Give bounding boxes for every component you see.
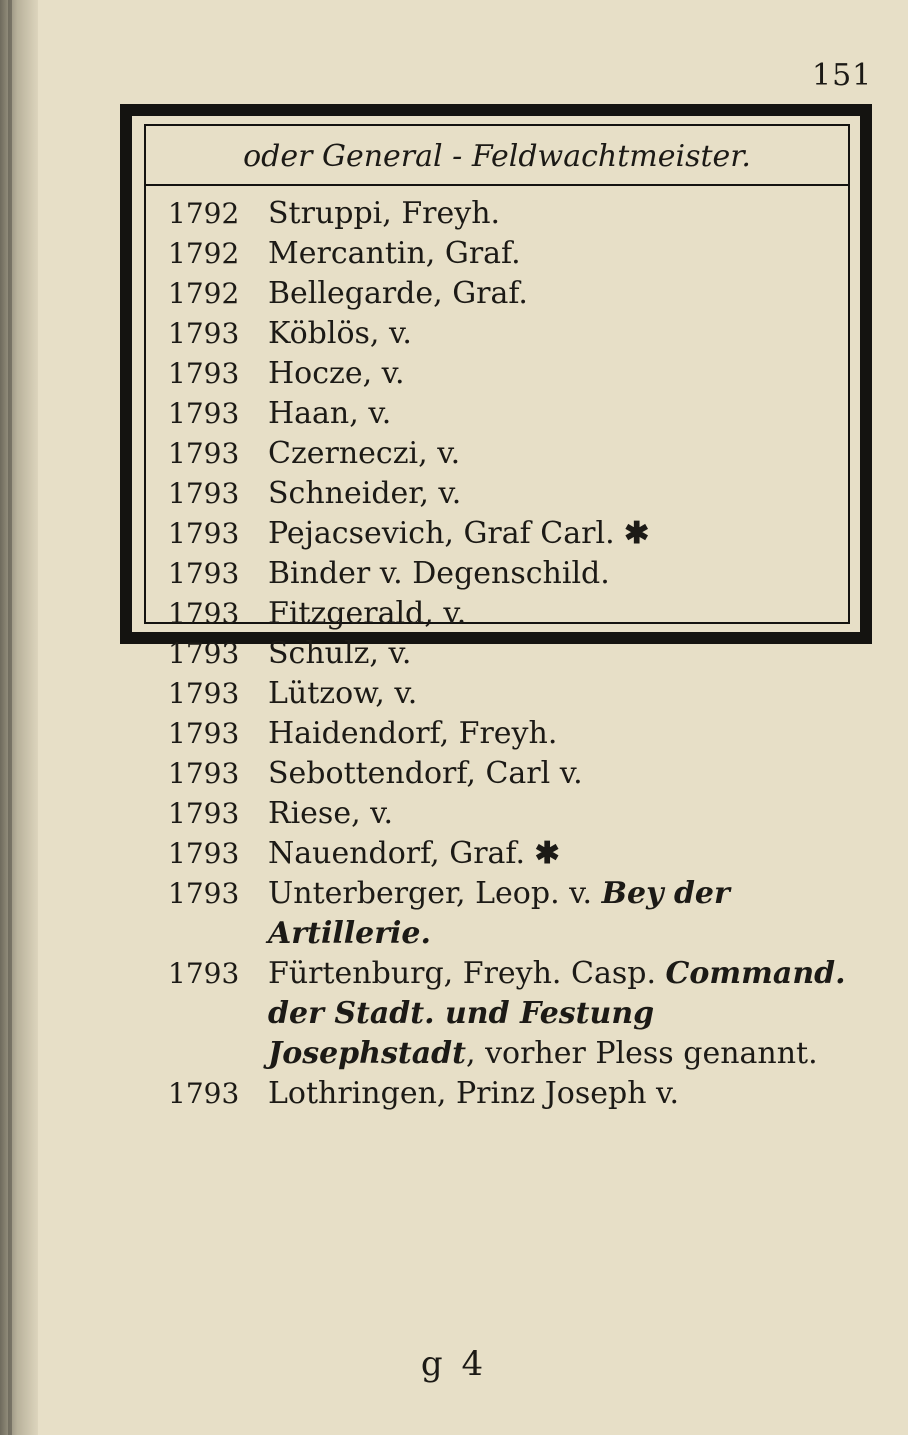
entry-name: Nauendorf, Graf. <box>268 836 526 871</box>
entry-name-with-note <box>268 874 850 954</box>
entry-note: Command. der Stadt. und Festung Josephstadt <box>268 956 846 1071</box>
list-item <box>160 1074 850 1114</box>
entry-name: Unterberger, Leop. v. <box>268 876 593 911</box>
entry-name: Schneider, v. <box>268 476 462 511</box>
entry-name-with-star <box>268 834 850 874</box>
list-item <box>160 594 850 634</box>
entry-name: Pejacsevich, Graf Carl. <box>268 516 615 551</box>
entry-year: 1793 <box>168 557 240 590</box>
list-item <box>160 314 850 354</box>
entry-year: 1793 <box>168 957 240 990</box>
list-item <box>160 834 850 874</box>
list-item <box>160 194 850 234</box>
asterisk-icon: ✱ <box>534 836 560 871</box>
entry-year: 1793 <box>168 837 240 870</box>
list-item <box>160 634 850 674</box>
list-item <box>160 674 850 714</box>
entry-year: 1793 <box>168 517 240 550</box>
entry-year: 1793 <box>168 717 240 750</box>
entry-name: Riese, v. <box>268 796 394 831</box>
entry-year: 1793 <box>168 477 240 510</box>
entry-name: Hocze, v. <box>268 356 405 391</box>
entry-year: 1793 <box>168 877 240 910</box>
entry-year: 1793 <box>168 757 240 790</box>
entry-name: Mercantin, Graf. <box>268 236 521 271</box>
list-item <box>160 514 850 554</box>
entry-name: Struppi, Freyh. <box>268 196 501 231</box>
entry-year: 1793 <box>168 677 240 710</box>
entry-year: 1793 <box>168 437 240 470</box>
section-header: oder General - Feldwachtmeister. <box>243 139 751 174</box>
list-item <box>160 434 850 474</box>
entry-year: 1793 <box>168 357 240 390</box>
entry-name: Fitzgerald, v. <box>268 596 467 631</box>
entry-year: 1793 <box>168 797 240 830</box>
entry-name-with-star <box>268 514 850 554</box>
entry-name: Binder v. Degenschild. <box>268 556 610 591</box>
officer-list <box>160 194 850 1114</box>
page-number: 151 <box>812 58 873 93</box>
header-rule <box>144 184 850 186</box>
entry-name: Czerneczi, v. <box>268 436 461 471</box>
entry-year: 1792 <box>168 277 240 310</box>
list-item <box>160 794 850 834</box>
entry-name-with-note <box>268 954 850 1074</box>
list-item <box>160 474 850 514</box>
entry-year: 1793 <box>168 597 240 630</box>
list-item <box>160 394 850 434</box>
entry-year: 1793 <box>168 317 240 350</box>
entry-name: Haan, v. <box>268 396 392 431</box>
spine-edge <box>8 0 12 1435</box>
entry-note: Bey der Artillerie. <box>268 876 730 951</box>
book-spine-shadow <box>0 0 38 1435</box>
entry-year: 1793 <box>168 637 240 670</box>
signature-mark: g 4 <box>420 1344 488 1384</box>
entry-name: Sebottendorf, Carl v. <box>268 756 583 791</box>
entry-name: Haidendorf, Freyh. <box>268 716 558 751</box>
asterisk-icon: ✱ <box>624 516 650 551</box>
list-item <box>160 954 850 1074</box>
list-item <box>160 754 850 794</box>
entry-name: Köblös, v. <box>268 316 412 351</box>
list-item <box>160 554 850 594</box>
entry-name: Lothringen, Prinz Joseph v. <box>268 1076 679 1111</box>
entry-year: 1793 <box>168 397 240 430</box>
entry-name: Bellegarde, Graf. <box>268 276 528 311</box>
entry-tail: , vorher Pless genannt. <box>466 1036 818 1071</box>
entry-name: Lützow, v. <box>268 676 418 711</box>
entry-year: 1792 <box>168 237 240 270</box>
list-item <box>160 234 850 274</box>
entry-name: Schulz, v. <box>268 636 412 671</box>
list-item <box>160 274 850 314</box>
entry-name: Fürtenburg, Freyh. Casp. <box>268 956 656 991</box>
list-item <box>160 874 850 954</box>
list-item <box>160 354 850 394</box>
entry-year: 1792 <box>168 197 240 230</box>
list-item <box>160 714 850 754</box>
entry-year: 1793 <box>168 1077 240 1110</box>
